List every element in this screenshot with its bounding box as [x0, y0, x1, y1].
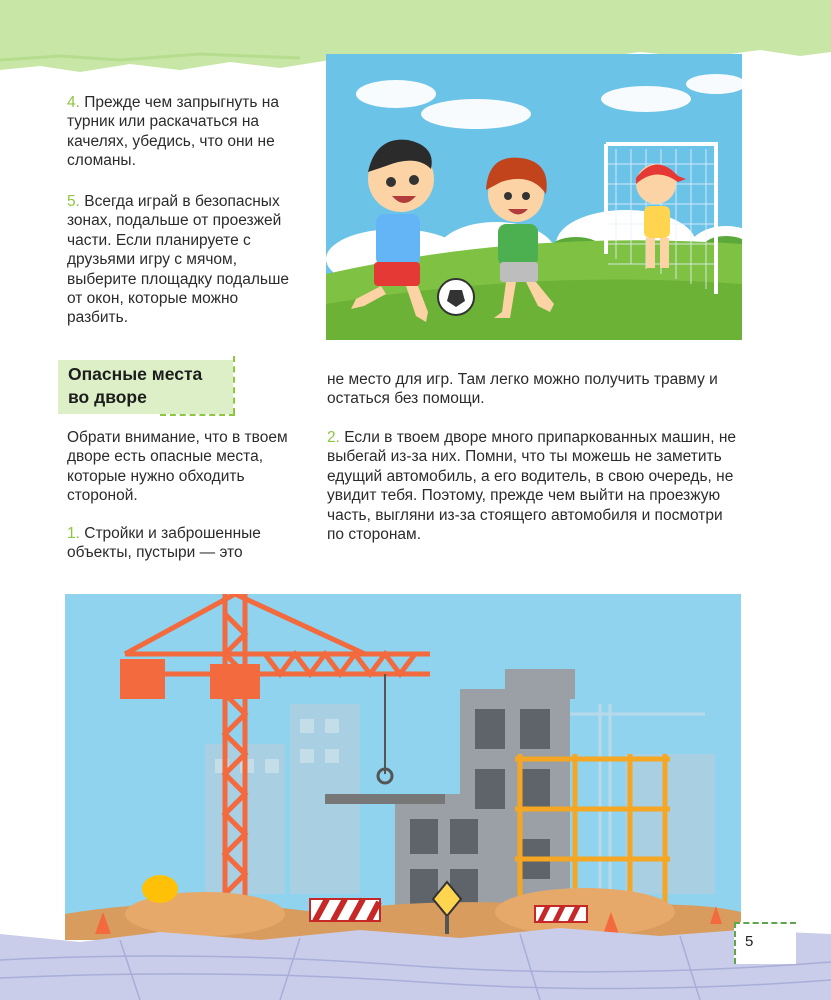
construction-site-illustration — [65, 594, 741, 940]
rule-number: 2. — [327, 429, 340, 446]
rule-number: 1. — [67, 525, 80, 542]
section-heading-text — [68, 363, 202, 409]
rule-text: Всегда играй в безопасных зонах, подальше от проезжей части. Если планируете с друзьями игру с мячом, выберите площадку подальше от окон, которые можно разбить. — [67, 193, 290, 327]
rule-item-1-continued: не место для игр. Там легко можно получить травму и остаться без помощи. — [327, 371, 718, 408]
rule-item-4 — [67, 93, 317, 171]
rule-item-1 — [67, 524, 282, 563]
rule-text: Стройки и заброшенные объекты, пустыри — это — [67, 525, 261, 562]
section-heading — [58, 360, 233, 414]
rule-item-5 — [67, 192, 302, 328]
kids-football-illustration — [326, 54, 742, 340]
section-heading-line-1: Опасные места — [68, 364, 203, 384]
rule-item-2 — [327, 428, 737, 544]
rule-number: 5. — [67, 193, 80, 210]
heading-dash-border-right — [233, 356, 235, 414]
section-heading-line-2: во дворе — [68, 387, 147, 407]
rule-text: Если в твоем дворе много припаркованных машин, не выбегай из-за них. Помни, что ты можешь не заметить едущий автомобиль, а его водитель, в свою очередь, не увидит тебя. Поэтому, прежде чем выйти на проезжую часть, выгляни из-за стоящего автомобиля и посмотри по сторонам. — [327, 429, 737, 544]
heading-dash-border-bottom — [160, 414, 235, 416]
rule-text: Прежде чем запрыгнуть на турник или раскачаться на качелях, убедись, что они не сломаны. — [67, 94, 279, 170]
footer-decorative-band — [0, 920, 831, 1000]
page-number: 5 — [745, 933, 754, 950]
rule-number: 4. — [67, 94, 80, 111]
page-number-box — [734, 922, 796, 964]
intro-paragraph: Обрати внимание, что в твоем дворе есть опасные места, которые нужно обходить стороной. — [67, 429, 288, 505]
